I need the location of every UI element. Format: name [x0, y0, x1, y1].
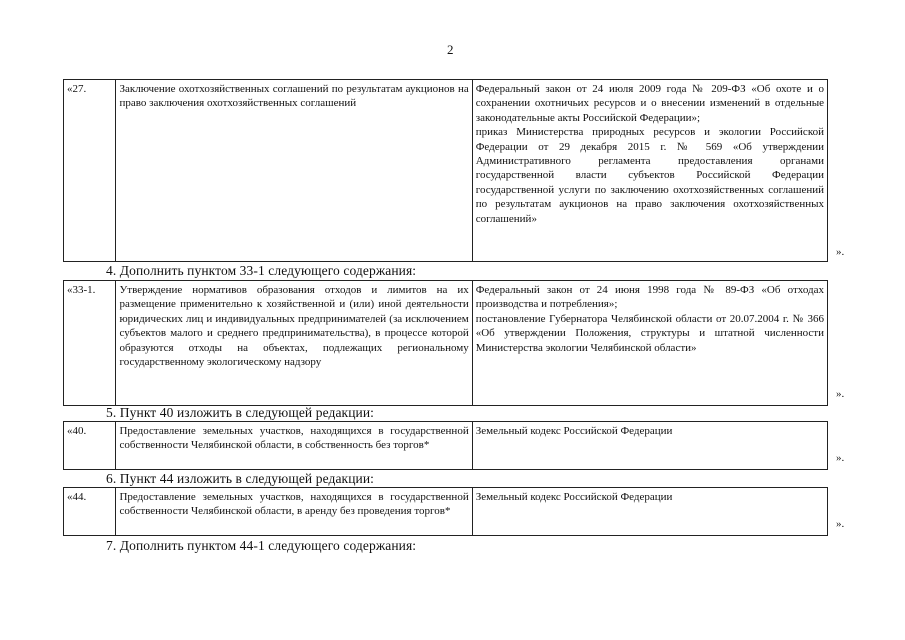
item-number: «33-1. — [64, 281, 116, 406]
page-number: 2 — [447, 42, 454, 57]
service-table-27 — [63, 79, 828, 262]
service-description: Предоставление земельных участков, находящихся в государственной собственности Челябинской области, в аренду без проведения торгов* — [116, 488, 472, 536]
section-heading-6: 6. Пункт 44 изложить в следующей редакции: — [106, 471, 375, 486]
section-heading-5: 5. Пункт 40 изложить в следующей редакции: — [106, 405, 375, 420]
section-heading-4: 4. Дополнить пунктом 33-1 следующего содержания: — [106, 263, 417, 278]
service-table-40 — [63, 421, 828, 470]
closing-quote: ». — [836, 518, 845, 530]
service-description: Заключение охотхозяйственных соглашений по результатам аукционов на право заключения охотхозяйственных соглашений — [116, 80, 472, 262]
closing-quote: ». — [836, 388, 845, 400]
legal-basis: Земельный кодекс Российской Федерации — [472, 488, 827, 536]
service-table-33-1 — [63, 280, 828, 406]
legal-basis: Земельный кодекс Российской Федерации — [472, 422, 827, 470]
legal-basis: Федеральный закон от 24 июля 2009 года № 209-ФЗ «Об охоте и о сохранении охотничьих ресурсов и о внесении изменений в отдельные законодательные акты Российской Федерации»; приказ Министерства природных ресурсов и экологии Российской Федерации от 29 декабря 2015 г. № 569 «Об утверждении Административного регламента предоставления органами государственной власти субъектов Российской Федерации государственной услуги по заключению охотхозяйственных соглашений по результатам аукционов на право заключения охотхозяйственных соглашений» — [472, 80, 827, 262]
service-description: Утверждение нормативов образования отходов и лимитов на их размещение применительно к хозяйственной и (или) иной деятельности юридических лиц и индивидуальных предпринимателей (за исключением субъектов малого и среднего предпринимательства), в процессе которой образуются отходы на объектах, подлежащих региональному государственному экологическому надзору — [116, 281, 472, 406]
item-number: «44. — [64, 488, 116, 536]
item-number: «27. — [64, 80, 116, 262]
legal-basis: Федеральный закон от 24 июня 1998 года № 89-ФЗ «Об отходах производства и потребления»; постановление Губернатора Челябинской области от 20.07.2004 г. № 366 «Об утверждении Положения, структуры и штатной численности Министерства экологии Челябинской области» — [472, 281, 827, 406]
section-heading-7: 7. Дополнить пунктом 44-1 следующего содержания: — [106, 538, 417, 553]
service-table-44 — [63, 487, 828, 536]
service-description: Предоставление земельных участков, находящихся в государственной собственности Челябинской области, в собственность без торгов* — [116, 422, 472, 470]
closing-quote: ». — [836, 452, 845, 464]
item-number: «40. — [64, 422, 116, 470]
closing-quote: ». — [836, 246, 845, 258]
